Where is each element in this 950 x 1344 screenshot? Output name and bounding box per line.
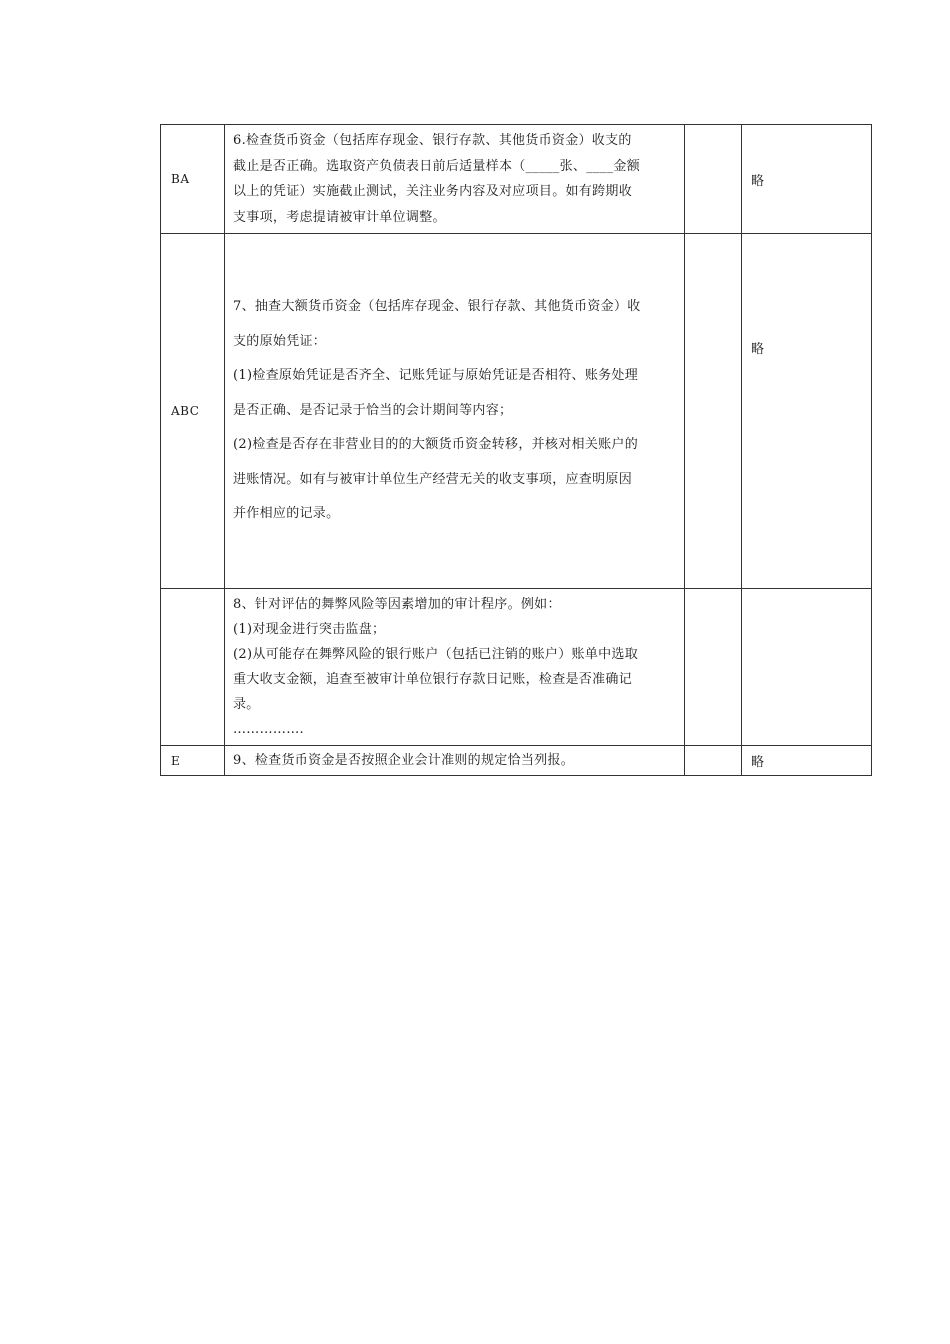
procedure-cell: [225, 589, 685, 746]
assertion-ref-cell: [161, 589, 225, 746]
procedure-line: (1)对现金进行突击监盘；: [233, 622, 386, 637]
procedure-line: 以上的凭证）实施截止测试，关注业务内容及对应项目。如有跨期收: [233, 184, 633, 199]
procedure-line: 重大收支金额，追查至被审计单位银行存款日记账，检查是否准确记: [233, 672, 633, 687]
table-row: [161, 234, 872, 589]
executor-cell: [685, 589, 742, 746]
procedure-line: (2)从可能存在舞弊风险的银行账户（包括已注销的账户）账单中选取: [233, 647, 639, 662]
procedure-line: 并作相应的记录。: [233, 506, 340, 522]
workpaper-index-cell: 略: [742, 746, 872, 776]
procedure-line: 支事项，考虑提请被审计单位调整。: [233, 209, 446, 225]
workpaper-index-cell: [742, 589, 872, 746]
procedure-cell: [225, 125, 685, 234]
procedure-line: 支的原始凭证：: [233, 333, 327, 349]
procedure-line: 截止是否正确。选取资产负债表日前后适量样本（_____张、____金额: [233, 158, 640, 174]
procedure-line: …………….: [233, 722, 304, 737]
audit-procedure-table: [160, 124, 872, 776]
workpaper-index-cell: 略: [742, 234, 872, 589]
executor-cell: [685, 746, 742, 776]
procedure-line: (1)检查原始凭证是否齐全、记账凭证与原始凭证是否相符、账务处理: [233, 368, 639, 384]
table-row: [161, 125, 872, 234]
procedure-line: 9、检查货币资金是否按照企业会计准则的规定恰当列报。: [233, 753, 575, 768]
workpaper-index-cell: 略: [742, 125, 872, 234]
procedure-line: 6.检查货币资金（包括库存现金、银行存款、其他货币资金）收支的: [233, 133, 632, 148]
procedure-line: 进账情况。如有与被审计单位生产经营无关的收支事项，应查明原因: [233, 471, 633, 487]
executor-cell: [685, 234, 742, 589]
procedure-line: 是否正确、是否记录于恰当的会计期间等内容；: [233, 402, 513, 418]
procedure-line: 7、抽查大额货币资金（包括库存现金、银行存款、其他货币资金）收: [233, 299, 641, 315]
procedure-line: (2)检查是否存在非营业目的的大额货币资金转移，并核对相关账户的: [233, 437, 639, 453]
assertion-ref-cell: E: [161, 746, 225, 776]
assertion-ref-cell: ABC: [161, 234, 225, 589]
table-row: [161, 589, 872, 746]
assertion-ref-cell: BA: [161, 125, 225, 234]
table-row: [161, 746, 872, 776]
procedure-cell: [225, 234, 685, 589]
procedure-line: 8、针对评估的舞弊风险等因素增加的审计程序。例如：: [233, 597, 561, 612]
procedure-line: 录。: [233, 697, 260, 712]
executor-cell: [685, 125, 742, 234]
procedure-cell: [225, 746, 685, 776]
